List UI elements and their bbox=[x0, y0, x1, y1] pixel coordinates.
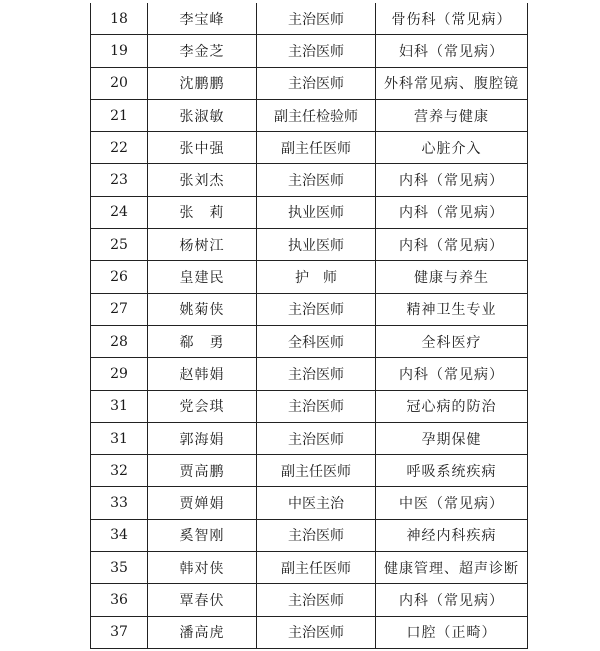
table-row bbox=[91, 293, 528, 325]
doctor-specialty: 中医（常见病） bbox=[376, 487, 528, 519]
row-number: 25 bbox=[91, 229, 148, 261]
doctor-specialty: 健康与养生 bbox=[376, 261, 528, 293]
row-number: 37 bbox=[91, 616, 148, 648]
doctor-name: 郗 勇 bbox=[148, 325, 257, 357]
doctor-name: 沈鹏鹏 bbox=[148, 67, 257, 99]
table-row bbox=[91, 35, 528, 67]
doctor-name: 奚智刚 bbox=[148, 519, 257, 551]
row-number: 26 bbox=[91, 261, 148, 293]
doctor-specialty: 精神卫生专业 bbox=[376, 293, 528, 325]
doctor-specialty: 外科常见病、腹腔镜 bbox=[376, 67, 528, 99]
table-row bbox=[91, 455, 528, 487]
doctor-title: 主治医师 bbox=[257, 390, 376, 422]
row-number: 21 bbox=[91, 99, 148, 131]
doctor-specialty: 内科（常见病） bbox=[376, 164, 528, 196]
doctor-title: 主治医师 bbox=[257, 293, 376, 325]
doctor-title: 护 师 bbox=[257, 261, 376, 293]
row-number: 36 bbox=[91, 584, 148, 616]
table-row bbox=[91, 422, 528, 454]
doctor-name: 张淑敏 bbox=[148, 99, 257, 131]
doctor-name: 皇建民 bbox=[148, 261, 257, 293]
row-number: 23 bbox=[91, 164, 148, 196]
row-number: 20 bbox=[91, 67, 148, 99]
doctor-title: 主治医师 bbox=[257, 67, 376, 99]
doctor-title: 主治医师 bbox=[257, 164, 376, 196]
doctor-title: 全科医师 bbox=[257, 325, 376, 357]
doctor-name: 张 莉 bbox=[148, 196, 257, 228]
table-row bbox=[91, 164, 528, 196]
doctor-name: 张中强 bbox=[148, 132, 257, 164]
doctor-specialty: 孕期保健 bbox=[376, 422, 528, 454]
table-body bbox=[91, 3, 528, 648]
doctor-specialty: 营养与健康 bbox=[376, 99, 528, 131]
doctor-name: 李金芝 bbox=[148, 35, 257, 67]
table-row bbox=[91, 487, 528, 519]
row-number: 18 bbox=[91, 3, 148, 35]
doctor-title: 副主任检验师 bbox=[257, 99, 376, 131]
row-number: 34 bbox=[91, 519, 148, 551]
doctor-specialty: 内科（常见病） bbox=[376, 229, 528, 261]
doctor-specialty: 心脏介入 bbox=[376, 132, 528, 164]
row-number: 19 bbox=[91, 35, 148, 67]
doctor-specialty: 神经内科疾病 bbox=[376, 519, 528, 551]
doctor-title: 执业医师 bbox=[257, 229, 376, 261]
row-number: 29 bbox=[91, 358, 148, 390]
doctor-specialty: 全科医疗 bbox=[376, 325, 528, 357]
doctor-list-table bbox=[90, 3, 528, 649]
row-number: 31 bbox=[91, 390, 148, 422]
table-row bbox=[91, 99, 528, 131]
table-row bbox=[91, 390, 528, 422]
row-number: 33 bbox=[91, 487, 148, 519]
table-row bbox=[91, 552, 528, 584]
doctor-title: 主治医师 bbox=[257, 3, 376, 35]
row-number: 31 bbox=[91, 422, 148, 454]
doctor-title: 主治医师 bbox=[257, 358, 376, 390]
doctor-name: 潘高虎 bbox=[148, 616, 257, 648]
doctor-specialty: 健康管理、超声诊断 bbox=[376, 552, 528, 584]
doctor-specialty: 口腔（正畸） bbox=[376, 616, 528, 648]
doctor-name: 贾婵娟 bbox=[148, 487, 257, 519]
table-row bbox=[91, 584, 528, 616]
doctor-specialty: 呼吸系统疾病 bbox=[376, 455, 528, 487]
doctor-title: 主治医师 bbox=[257, 422, 376, 454]
row-number: 27 bbox=[91, 293, 148, 325]
table-row bbox=[91, 229, 528, 261]
table-row bbox=[91, 358, 528, 390]
doctor-name: 贾高鹏 bbox=[148, 455, 257, 487]
table-row bbox=[91, 325, 528, 357]
doctor-specialty: 内科（常见病） bbox=[376, 358, 528, 390]
doctor-title: 执业医师 bbox=[257, 196, 376, 228]
doctor-title: 副主任医师 bbox=[257, 132, 376, 164]
table-row bbox=[91, 67, 528, 99]
doctor-name: 党会琪 bbox=[148, 390, 257, 422]
doctor-name: 赵韩娟 bbox=[148, 358, 257, 390]
table-row bbox=[91, 3, 528, 35]
doctor-name: 姚菊侠 bbox=[148, 293, 257, 325]
table-row bbox=[91, 132, 528, 164]
row-number: 24 bbox=[91, 196, 148, 228]
doctor-name: 覃春伏 bbox=[148, 584, 257, 616]
table-row bbox=[91, 616, 528, 648]
doctor-name: 张刘杰 bbox=[148, 164, 257, 196]
doctor-name: 李宝峰 bbox=[148, 3, 257, 35]
doctor-name: 韩对侠 bbox=[148, 552, 257, 584]
doctor-specialty: 冠心病的防治 bbox=[376, 390, 528, 422]
doctor-specialty: 内科（常见病） bbox=[376, 584, 528, 616]
doctor-title: 中医主治 bbox=[257, 487, 376, 519]
doctor-name: 郭海娟 bbox=[148, 422, 257, 454]
row-number: 32 bbox=[91, 455, 148, 487]
row-number: 22 bbox=[91, 132, 148, 164]
table-row bbox=[91, 196, 528, 228]
doctor-specialty: 骨伤科（常见病） bbox=[376, 3, 528, 35]
doctor-title: 主治医师 bbox=[257, 35, 376, 67]
row-number: 28 bbox=[91, 325, 148, 357]
doctor-name: 杨树江 bbox=[148, 229, 257, 261]
doctor-title: 主治医师 bbox=[257, 519, 376, 551]
doctor-specialty: 内科（常见病） bbox=[376, 196, 528, 228]
table-row bbox=[91, 261, 528, 293]
doctor-title: 副主任医师 bbox=[257, 455, 376, 487]
doctor-title: 副主任医师 bbox=[257, 552, 376, 584]
doctor-title: 主治医师 bbox=[257, 616, 376, 648]
doctor-specialty: 妇科（常见病） bbox=[376, 35, 528, 67]
row-number: 35 bbox=[91, 552, 148, 584]
table-row bbox=[91, 519, 528, 551]
doctor-title: 主治医师 bbox=[257, 584, 376, 616]
